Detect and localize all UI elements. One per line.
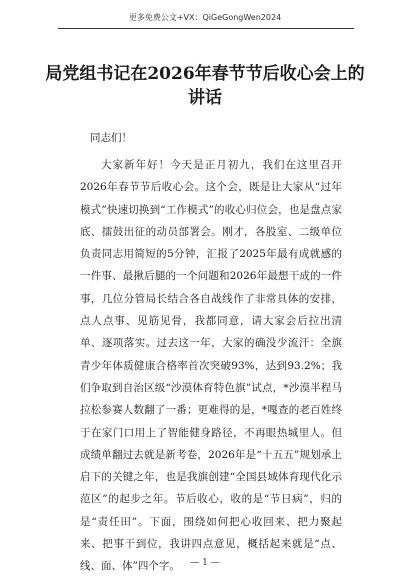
document-title: 局党组书记在2026年春节节后收心会上的讲话	[45, 64, 365, 108]
salutation: 同志们！	[90, 132, 132, 144]
page-number: — 1 —	[190, 558, 220, 568]
body-paragraph: 大家新年好！今天是正月初九，我们在这里召开2026年春节节后收心会。这个会，既是让大家从“过年模式”快速切换到“工作模式”的收心归位会，也是盘点家底、擂鼓出征的动员部署会。刚才，各股室、二级单位负责同志用简短的5分钟，汇报了2025年最有成就感的一件事、最揪后腿的一个问题和2026年最想干成的一件事，几位分管局长结合各自战线作了非常具体的安排，点人点事、见筋见骨，我都同意，请大家会后拉出清单、逐项落实。过去这一年，大家的确没少流汗：全旗青少年体质健康合格率首次突破93%，达到93.2%；我们争取到自治区级“沙漠体育特色旗”试点，*沙漠半程马拉松参赛人数翻了一番；更难得的是，*嘎查的老百姓终于在家门口用上了智能健身路径，不再眼热城里人。但成绩单翻过去就是新考卷，2026年是“十五五”规划承上启下的关键之年，也是我旗创建“全国县域体育现代化示范区”的起步之年。节后收心，收的是“节日病”，归的是“责任田”。下面，围绕如何把心收回来、把力聚起来、把事干到位，我讲四点意见，概括起来就是“点、线、面、体”四个字。	[80, 159, 342, 573]
header-rule	[58, 28, 354, 29]
header-promo-text: 更多免费公文+VX：QiGeGongWen2024	[128, 13, 282, 22]
